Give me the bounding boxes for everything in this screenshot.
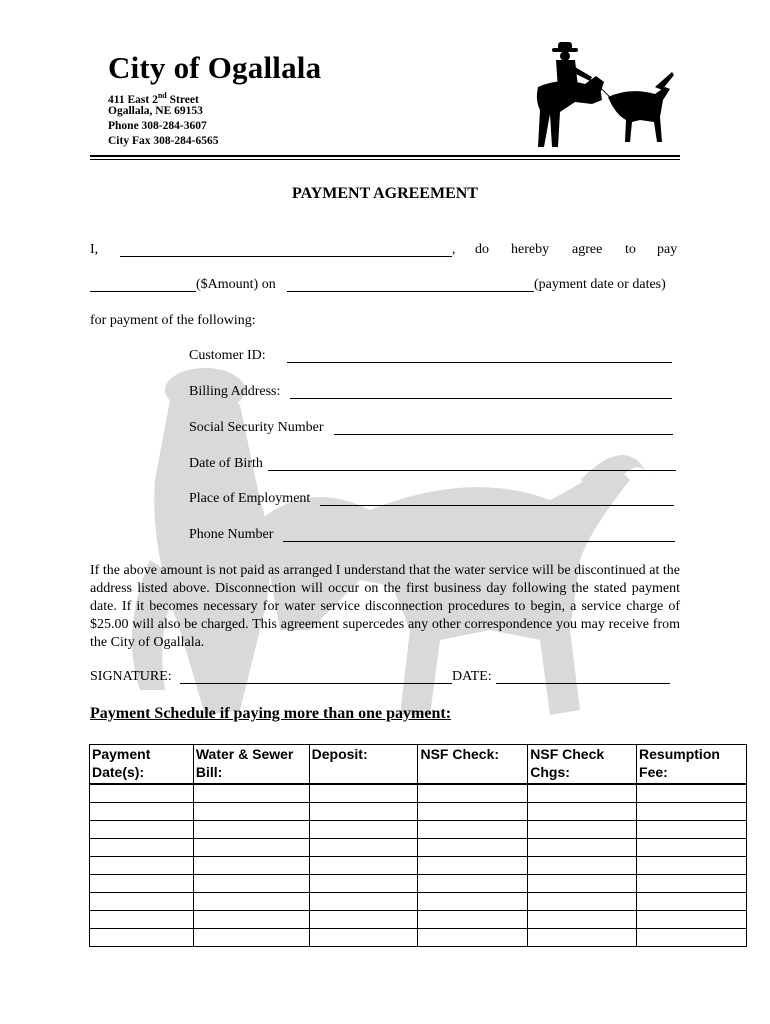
date-of-birth-label: Date of Birth — [189, 456, 263, 471]
table-cell[interactable] — [418, 929, 528, 947]
word-hereby: hereby — [511, 242, 550, 257]
table-cell[interactable] — [193, 929, 309, 947]
cowboy-logo-image — [530, 42, 675, 150]
phone-number-text: Phone 308-284-3607 — [108, 120, 207, 132]
table-cell[interactable] — [193, 893, 309, 911]
table-cell[interactable] — [528, 839, 637, 857]
column-header: Deposit: — [309, 745, 418, 785]
column-header: Payment Date(s): — [90, 745, 194, 785]
table-cell[interactable] — [309, 839, 418, 857]
date-blank[interactable] — [496, 671, 670, 684]
city-name-title: City of Ogallala — [108, 50, 322, 85]
table-cell[interactable] — [193, 911, 309, 929]
table-row — [90, 821, 747, 839]
table-cell[interactable] — [418, 839, 528, 857]
place-of-employment-blank[interactable] — [320, 493, 674, 506]
table-cell[interactable] — [418, 784, 528, 803]
table-cell[interactable] — [309, 784, 418, 803]
table-cell[interactable] — [418, 803, 528, 821]
table-cell[interactable] — [193, 839, 309, 857]
signature-label: SIGNATURE: — [90, 669, 172, 684]
table-row — [90, 875, 747, 893]
table-cell[interactable] — [418, 911, 528, 929]
header-rule-thick — [90, 155, 680, 157]
column-header: Resumption Fee: — [637, 745, 747, 785]
table-cell[interactable] — [309, 803, 418, 821]
customer-id-blank[interactable] — [287, 350, 672, 363]
word-do: do — [475, 242, 489, 257]
table-cell[interactable] — [309, 893, 418, 911]
table-cell[interactable] — [637, 875, 747, 893]
customer-id-label: Customer ID: — [189, 348, 266, 363]
billing-address-blank[interactable] — [290, 386, 672, 399]
phone-number-blank[interactable] — [283, 529, 675, 542]
place-of-employment-label: Place of Employment — [189, 491, 311, 506]
phone-number-label: Phone Number — [189, 527, 274, 542]
fax-number-text: City Fax 308-284-6565 — [108, 135, 219, 147]
table-cell[interactable] — [193, 784, 309, 803]
table-cell[interactable] — [637, 784, 747, 803]
date-label: DATE: — [452, 669, 492, 684]
table-cell[interactable] — [193, 857, 309, 875]
table-row — [90, 929, 747, 947]
table-cell[interactable] — [418, 821, 528, 839]
city-state-zip: Ogallala, NE 69153 — [108, 105, 203, 117]
header-rule-thin — [90, 159, 680, 160]
payment-schedule-title: Payment Schedule if paying more than one payment: — [90, 705, 452, 722]
table-cell[interactable] — [90, 911, 194, 929]
table-cell[interactable] — [193, 821, 309, 839]
billing-address-label: Billing Address: — [189, 384, 281, 399]
for-payment-label: for payment of the following: — [90, 313, 256, 328]
ssn-blank[interactable] — [334, 422, 673, 435]
form-heading: PAYMENT AGREEMENT — [292, 185, 478, 202]
amount-label: ($Amount) on — [196, 277, 276, 292]
payment-date-label: (payment date or dates) — [534, 277, 666, 292]
table-cell[interactable] — [528, 929, 637, 947]
table-cell[interactable] — [90, 839, 194, 857]
table-cell[interactable] — [90, 803, 194, 821]
payment-schedule-table — [89, 744, 747, 947]
table-cell[interactable] — [309, 875, 418, 893]
date-of-birth-blank[interactable] — [268, 458, 676, 471]
table-cell[interactable] — [637, 821, 747, 839]
table-cell[interactable] — [528, 803, 637, 821]
table-cell[interactable] — [90, 784, 194, 803]
table-row — [90, 803, 747, 821]
table-cell[interactable] — [90, 929, 194, 947]
word-to: to — [625, 242, 636, 257]
table-cell[interactable] — [637, 929, 747, 947]
table-cell[interactable] — [637, 911, 747, 929]
table-cell[interactable] — [637, 803, 747, 821]
column-header: Water & Sewer Bill: — [193, 745, 309, 785]
table-cell[interactable] — [193, 875, 309, 893]
ssn-label: Social Security Number — [189, 420, 324, 435]
table-cell[interactable] — [637, 839, 747, 857]
table-row — [90, 893, 747, 911]
column-header: NSF Check: — [418, 745, 528, 785]
table-cell[interactable] — [418, 893, 528, 911]
table-cell[interactable] — [528, 821, 637, 839]
line1-start: I, — [90, 242, 99, 257]
amount-blank[interactable] — [90, 279, 196, 292]
payment-date-blank[interactable] — [287, 279, 534, 292]
table-cell[interactable] — [309, 821, 418, 839]
table-cell[interactable] — [90, 821, 194, 839]
table-row — [90, 784, 747, 803]
table-cell[interactable] — [90, 875, 194, 893]
table-cell[interactable] — [90, 893, 194, 911]
column-header: NSF Check Chgs: — [528, 745, 637, 785]
street-address: 411 East 2nd Street — [108, 91, 199, 106]
terms-paragraph: If the above amount is not paid as arranged I understand that the water service will be discontinued at the address listed above. Disconnection will occur on the first business day following the stated payment date. If it becomes necessary for water service disconnection procedures to begin, a service charge of $25.00 will also be charged. This agreement supercedes any other correspondence you may receive from the City of Ogallala. — [90, 563, 680, 650]
table-cell[interactable] — [90, 857, 194, 875]
table-header-row — [90, 745, 747, 785]
table-row — [90, 857, 747, 875]
table-row — [90, 911, 747, 929]
table-cell[interactable] — [528, 875, 637, 893]
schedule-body — [90, 784, 747, 947]
table-cell[interactable] — [637, 893, 747, 911]
table-cell[interactable] — [193, 803, 309, 821]
table-cell[interactable] — [528, 784, 637, 803]
table-cell[interactable] — [418, 857, 528, 875]
table-cell[interactable] — [637, 857, 747, 875]
name-blank[interactable] — [120, 244, 452, 257]
word-pay: pay — [657, 242, 678, 257]
table-cell[interactable] — [309, 911, 418, 929]
table-cell[interactable] — [418, 875, 528, 893]
table-row — [90, 839, 747, 857]
signature-blank[interactable] — [180, 671, 452, 684]
table-cell[interactable] — [528, 857, 637, 875]
table-cell[interactable] — [309, 929, 418, 947]
word-agree: agree — [572, 242, 603, 257]
table-cell[interactable] — [528, 911, 637, 929]
table-cell[interactable] — [309, 857, 418, 875]
line1-comma: , — [452, 242, 456, 257]
table-cell[interactable] — [528, 893, 637, 911]
